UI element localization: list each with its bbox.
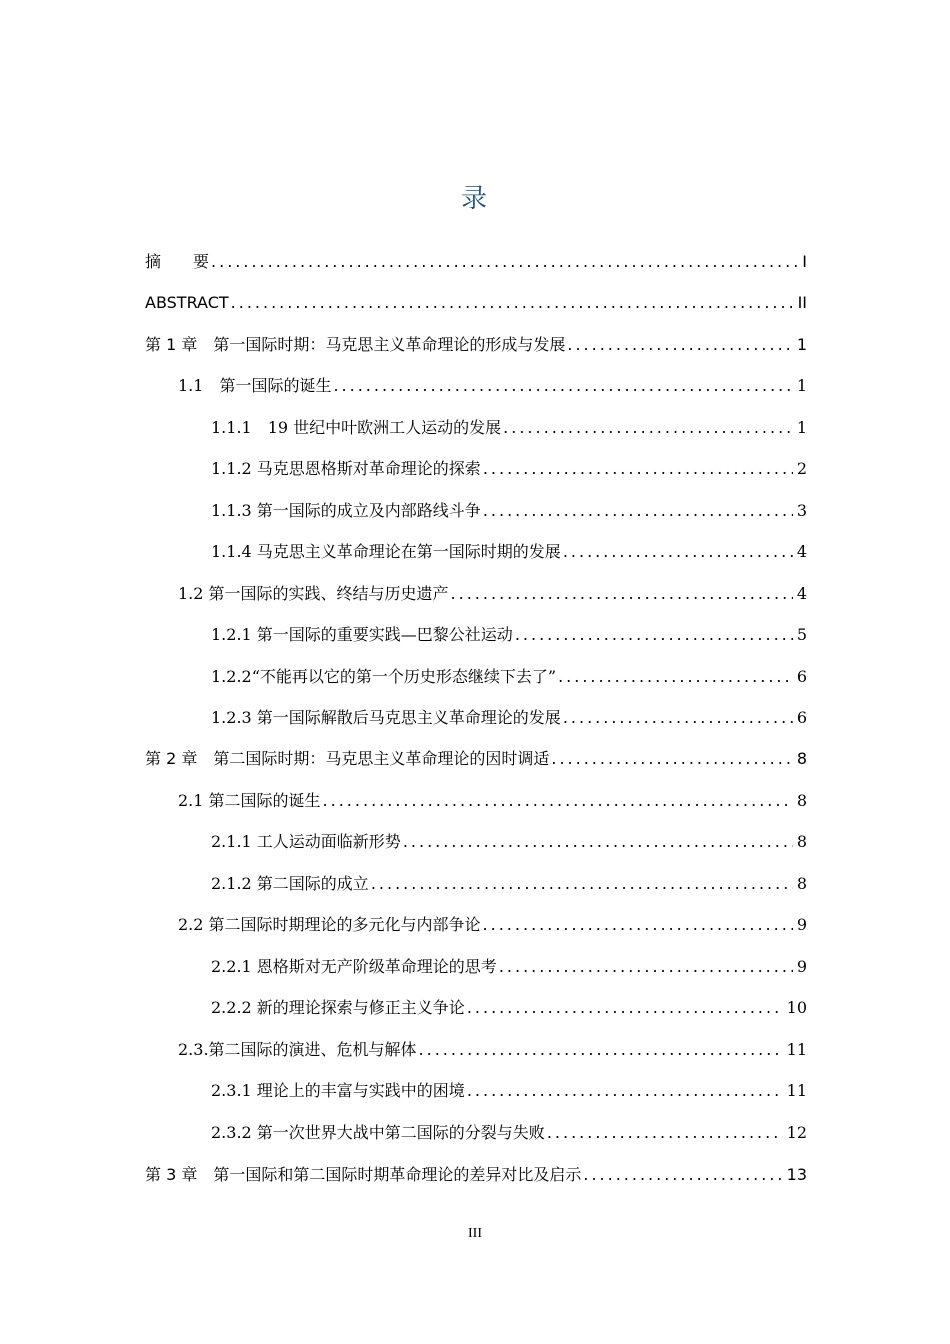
toc-entry-page: 6 xyxy=(796,667,807,686)
toc-entry-page: 13 xyxy=(786,1165,807,1184)
toc-entry-label: 2.3.第二国际的演进、危机与解体 xyxy=(178,1040,417,1059)
toc-entry-page: 3 xyxy=(796,501,807,520)
toc-entry-label: 2.3.2 第一次世界大战中第二国际的分裂与失败 xyxy=(211,1123,545,1142)
toc-entry-label: 1.1.3 第一国际的成立及内部路线斗争 xyxy=(211,501,481,520)
dot-leader xyxy=(231,290,794,316)
dot-leader xyxy=(419,1037,783,1063)
dot-leader xyxy=(451,581,793,607)
dot-leader xyxy=(563,539,793,565)
toc-entry-label: 2.1 第二国际的诞生 xyxy=(178,791,321,810)
toc-entry-page: I xyxy=(802,252,807,271)
dot-leader xyxy=(467,1078,783,1104)
toc-entry-page: 1 xyxy=(796,335,807,354)
toc-entry-2-1-2[interactable] xyxy=(211,871,807,897)
toc-entry-label: 1.2.1 第一国际的重要实践—巴黎公社运动 xyxy=(211,625,513,644)
toc-entry-2-3[interactable] xyxy=(178,1037,807,1063)
toc-entry-label: 第 1 章 第一国际时期：马克思主义革命理论的形成与发展 xyxy=(145,335,566,354)
dot-leader xyxy=(558,664,793,690)
dot-leader xyxy=(323,788,793,814)
toc-entry-label: 2.2 第二国际时期理论的多元化与内部争论 xyxy=(178,915,481,934)
toc-entry-2-2-2[interactable] xyxy=(211,995,807,1021)
toc-entry-2-1[interactable] xyxy=(178,788,807,814)
toc-title: 录 xyxy=(460,184,489,214)
toc-entry-label: 第 2 章 第二国际时期：马克思主义革命理论的因时调适 xyxy=(145,749,550,768)
toc-entry-page: 5 xyxy=(796,625,807,644)
toc-entry-label: 1.1 第一国际的诞生 xyxy=(178,376,332,395)
toc-entry-page: 8 xyxy=(796,749,807,768)
toc-entry-label: 2.3.1 理论上的丰富与实践中的困境 xyxy=(211,1081,465,1100)
dot-leader xyxy=(583,1162,782,1188)
toc-entry-page: 8 xyxy=(796,874,807,893)
toc-entry-page: 11 xyxy=(786,1081,807,1100)
toc-entry-chapter-3[interactable] xyxy=(145,1162,807,1188)
toc-entry-page: 11 xyxy=(786,1040,807,1059)
toc-entry-page: 1 xyxy=(796,418,807,437)
dot-leader xyxy=(333,373,792,399)
toc-entry-label: 1.2.3 第一国际解散后马克思主义革命理论的发展 xyxy=(211,708,561,727)
toc-entry-page: 9 xyxy=(796,957,807,976)
toc-entry-label: ABSTRACT xyxy=(145,293,229,312)
toc-entry-chapter-1[interactable] xyxy=(145,332,807,358)
toc-entry-label: 2.2.1 恩格斯对无产阶级革命理论的思考 xyxy=(211,957,497,976)
toc-entry-page: 4 xyxy=(796,542,807,561)
toc-entry-2-2-1[interactable] xyxy=(211,954,807,980)
toc-entry-1-2-2[interactable] xyxy=(211,664,807,690)
dot-leader xyxy=(403,829,793,855)
dot-leader xyxy=(567,332,792,358)
dot-leader xyxy=(483,498,793,524)
toc-entry-page: 6 xyxy=(796,708,807,727)
toc-entry-label: 摘 要 xyxy=(145,252,210,271)
toc-entry-1-2-3[interactable] xyxy=(211,705,807,731)
toc-entry-page: 8 xyxy=(796,832,807,851)
dot-leader xyxy=(551,746,792,772)
toc-entry-1-1[interactable] xyxy=(178,373,807,399)
toc-entry-2-2[interactable] xyxy=(178,912,807,938)
toc-entry-label: 2.2.2 新的理论探索与修正主义争论 xyxy=(211,998,465,1017)
dot-leader xyxy=(371,871,793,897)
dot-leader xyxy=(515,622,793,648)
toc-entry-page: 10 xyxy=(786,998,807,1017)
dot-leader xyxy=(563,705,793,731)
toc-entry-abstract-cn[interactable] xyxy=(145,249,807,275)
toc-entry-2-1-1[interactable] xyxy=(211,829,807,855)
toc-entry-1-1-4[interactable] xyxy=(211,539,807,565)
dot-leader xyxy=(503,415,793,441)
toc-entry-1-2-1[interactable] xyxy=(211,622,807,648)
toc-entry-1-1-3[interactable] xyxy=(211,498,807,524)
toc-entry-label: 1.2 第一国际的实践、终结与历史遗产 xyxy=(178,584,449,603)
toc-entry-2-3-1[interactable] xyxy=(211,1078,807,1104)
toc-entry-page: 9 xyxy=(796,915,807,934)
dot-leader xyxy=(467,995,783,1021)
dot-leader xyxy=(211,249,798,275)
toc-entry-page: 1 xyxy=(796,376,807,395)
dot-leader xyxy=(547,1120,783,1146)
dot-leader xyxy=(483,456,793,482)
toc-entry-chapter-2[interactable] xyxy=(145,746,807,772)
toc-entry-label: 1.1.1 19 世纪中叶欧洲工人运动的发展 xyxy=(211,418,502,437)
dot-leader xyxy=(499,954,793,980)
toc-entry-1-1-1[interactable] xyxy=(211,415,807,441)
toc-entry-label: 1.1.2 马克思恩格斯对革命理论的探索 xyxy=(211,459,481,478)
toc-entry-page: 2 xyxy=(796,459,807,478)
toc-entry-abstract-en[interactable] xyxy=(145,290,807,316)
dot-leader xyxy=(483,912,793,938)
toc-entry-label: 第 3 章 第一国际和第二国际时期革命理论的差异对比及启示 xyxy=(145,1165,582,1184)
toc-entry-1-2[interactable] xyxy=(178,581,807,607)
toc-entry-page: 12 xyxy=(786,1123,807,1142)
page-number: III xyxy=(468,1226,482,1241)
toc-entry-label: 1.1.4 马克思主义革命理论在第一国际时期的发展 xyxy=(211,542,561,561)
toc-entry-2-3-2[interactable] xyxy=(211,1120,807,1146)
toc-entry-label: 2.1.1 工人运动面临新形势 xyxy=(211,832,401,851)
toc-entry-label: 2.1.2 第二国际的成立 xyxy=(211,874,369,893)
toc-entry-page: II xyxy=(797,293,807,312)
toc-entry-page: 8 xyxy=(796,791,807,810)
toc-entry-page: 4 xyxy=(796,584,807,603)
toc-entry-1-1-2[interactable] xyxy=(211,456,807,482)
toc-entry-label: 1.2.2“不能再以它的第一个历史形态继续下去了” xyxy=(211,667,557,686)
